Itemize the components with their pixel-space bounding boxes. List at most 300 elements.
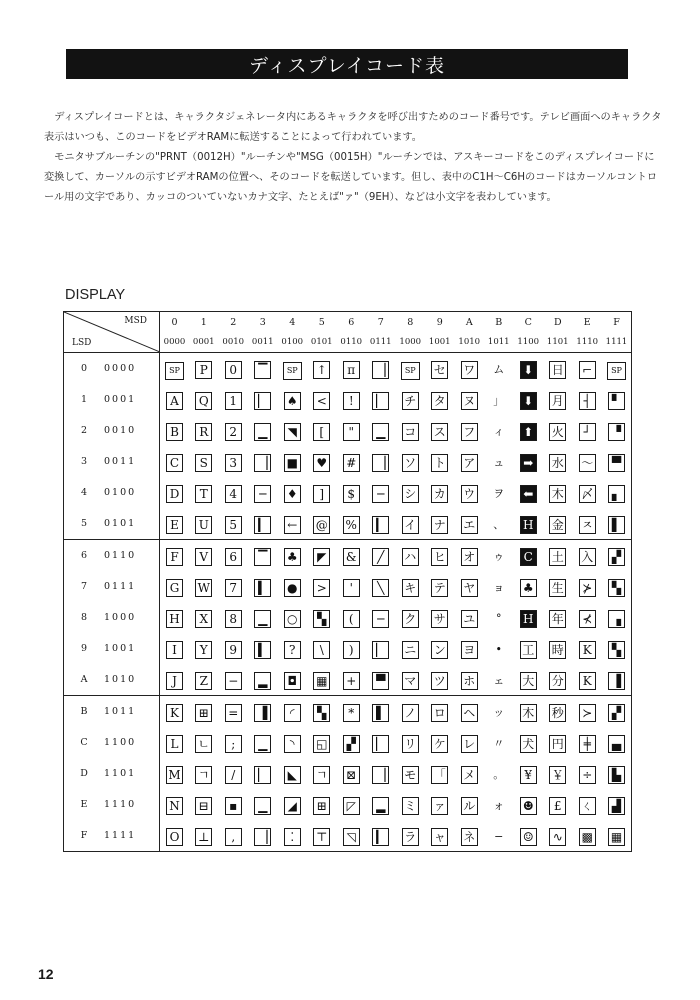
code-cell — [602, 540, 632, 572]
code-cell — [602, 415, 632, 446]
code-cell — [160, 758, 190, 789]
character-glyph: ▚ — [608, 641, 625, 659]
character-glyph: * — [343, 704, 360, 722]
row-header — [64, 477, 160, 508]
character-glyph: ⁚ — [284, 828, 301, 846]
code-cell — [455, 446, 485, 477]
character-glyph: ミ — [402, 797, 419, 815]
character-glyph: ヲ — [493, 487, 505, 501]
code-cell — [307, 727, 337, 758]
code-cell — [278, 789, 308, 820]
character-glyph: − — [494, 830, 504, 844]
code-cell — [248, 446, 278, 477]
column-header-hex: 3 — [259, 316, 266, 328]
character-glyph: ▍ — [254, 641, 271, 659]
row-header-hex: B — [80, 706, 88, 717]
column-header-hex: 2 — [230, 316, 237, 328]
character-glyph: 「 — [431, 766, 448, 784]
code-cell — [366, 540, 396, 572]
code-cell — [337, 353, 367, 385]
column-header-hex: 0 — [171, 316, 178, 328]
code-cell — [248, 477, 278, 508]
column-header-bin: 0001 — [189, 332, 219, 353]
character-glyph: ↑ — [313, 361, 330, 379]
code-cell — [602, 384, 632, 415]
code-cell — [307, 353, 337, 385]
character-glyph: ] — [313, 485, 330, 503]
character-glyph: 年 — [549, 610, 566, 628]
character-glyph: ( — [343, 610, 360, 628]
row-header — [64, 820, 160, 852]
character-glyph: ⊞ — [313, 797, 330, 815]
code-cell — [307, 384, 337, 415]
character-glyph: £ — [549, 797, 566, 815]
column-header-bin: 1100 — [514, 332, 544, 353]
character-glyph: ▁ — [254, 797, 271, 815]
code-cell — [219, 633, 249, 664]
character-glyph: ▀ — [608, 454, 625, 472]
character-glyph: ─ — [254, 485, 271, 503]
code-cell — [307, 664, 337, 696]
code-cell — [484, 446, 514, 477]
code-cell — [337, 602, 367, 633]
character-glyph: 7 — [225, 579, 242, 597]
column-header-hex: A — [465, 316, 473, 328]
code-cell — [366, 727, 396, 758]
code-cell — [219, 571, 249, 602]
code-cell — [573, 664, 603, 696]
code-cell — [573, 633, 603, 664]
header-row-hex — [64, 312, 632, 333]
code-cell — [543, 508, 573, 540]
code-cell — [366, 664, 396, 696]
row-header-bin: 0101 — [104, 518, 137, 529]
row-header-hex: F — [80, 830, 88, 841]
character-glyph: ° — [496, 612, 502, 626]
character-glyph: ; — [225, 735, 242, 753]
character-glyph: H — [520, 516, 537, 534]
table-row — [64, 633, 632, 664]
character-glyph: K — [579, 641, 596, 659]
code-cell — [307, 477, 337, 508]
table-label: DISPLAY — [65, 287, 126, 303]
code-cell — [455, 571, 485, 602]
code-cell — [425, 602, 455, 633]
character-glyph: 生 — [549, 579, 566, 597]
code-cell — [307, 696, 337, 728]
character-glyph: ソ — [402, 454, 419, 472]
row-header-hex: 3 — [80, 456, 88, 467]
code-cell — [514, 696, 544, 728]
row-header-bin: 1100 — [104, 737, 137, 748]
code-cell — [484, 540, 514, 572]
code-cell — [543, 602, 573, 633]
row-header — [64, 384, 160, 415]
intro-text — [44, 108, 664, 210]
code-cell — [219, 508, 249, 540]
code-cell — [337, 633, 367, 664]
character-glyph: マ — [402, 672, 419, 690]
code-cell — [543, 820, 573, 852]
code-cell — [484, 415, 514, 446]
code-cell — [455, 384, 485, 415]
code-cell — [278, 571, 308, 602]
code-cell — [484, 477, 514, 508]
code-cell — [337, 446, 367, 477]
code-cell — [425, 727, 455, 758]
code-cell — [543, 571, 573, 602]
character-glyph: > — [313, 579, 330, 597]
character-glyph: 火 — [549, 423, 566, 441]
code-cell — [337, 384, 367, 415]
code-cell — [337, 820, 367, 852]
code-cell — [425, 664, 455, 696]
row-header-hex: D — [80, 768, 88, 779]
code-cell — [278, 384, 308, 415]
page-title — [66, 49, 628, 79]
character-glyph: ▁ — [372, 423, 389, 441]
code-cell — [484, 789, 514, 820]
code-cell — [307, 540, 337, 572]
character-glyph: ン — [431, 641, 448, 659]
character-glyph: ▕ — [372, 766, 389, 784]
character-glyph: C — [520, 548, 537, 566]
code-cell — [602, 508, 632, 540]
code-cell — [278, 633, 308, 664]
code-cell — [160, 727, 190, 758]
code-cell — [366, 384, 396, 415]
character-glyph: 〃 — [493, 737, 505, 751]
code-cell — [514, 508, 544, 540]
code-cell — [248, 664, 278, 696]
character-glyph: ◥ — [284, 423, 301, 441]
character-glyph: ア — [461, 454, 478, 472]
character-glyph: ┘ — [579, 423, 596, 441]
code-cell — [219, 353, 249, 385]
code-cell — [455, 727, 485, 758]
column-header-hex: 8 — [407, 316, 414, 328]
character-glyph: H — [166, 610, 183, 628]
code-cell — [189, 789, 219, 820]
column-header-hex: 5 — [318, 316, 325, 328]
code-cell — [543, 477, 573, 508]
row-header-hex: 8 — [80, 612, 88, 623]
code-cell — [573, 446, 603, 477]
code-cell — [189, 727, 219, 758]
code-cell — [514, 540, 544, 572]
code-cell — [543, 415, 573, 446]
row-header-bin: 0000 — [104, 363, 137, 374]
character-glyph: ヒ — [431, 548, 448, 566]
character-glyph: ▞ — [608, 704, 625, 722]
code-cell — [543, 727, 573, 758]
character-glyph: 〜 — [579, 454, 596, 472]
code-cell — [425, 508, 455, 540]
code-cell — [189, 571, 219, 602]
code-cell — [278, 540, 308, 572]
code-cell — [307, 571, 337, 602]
row-header — [64, 727, 160, 758]
code-cell — [189, 477, 219, 508]
intro-paragraph-1: ディスプレイコードとは、キャラクタジェネレータ内にあるキャラクタを呼び出すためのコード番号です。テレビ画面へのキャラクタ表示はいつも、このコードをビデオRAMに転送することによって行われています。 — [44, 112, 662, 143]
character-glyph: ⊞ — [195, 704, 212, 722]
character-glyph: • — [495, 643, 502, 657]
character-glyph: ▂ — [372, 797, 389, 815]
code-cell — [425, 415, 455, 446]
character-glyph: ▔ — [254, 361, 271, 379]
character-glyph: + — [343, 672, 360, 690]
code-cell — [396, 571, 426, 602]
character-glyph: ≻ — [579, 704, 596, 722]
character-glyph: 土 — [549, 548, 566, 566]
row-header-hex: 6 — [80, 550, 88, 561]
code-cell — [425, 477, 455, 508]
column-header-bin: 0000 — [160, 332, 190, 353]
code-cell — [366, 633, 396, 664]
column-header-bin: 1101 — [543, 332, 573, 353]
code-cell — [248, 353, 278, 385]
character-glyph: ◢ — [284, 797, 301, 815]
column-header-hex: 4 — [289, 316, 296, 328]
code-cell — [573, 353, 603, 385]
character-glyph: S — [195, 454, 212, 472]
column-header-hex: 1 — [200, 316, 207, 328]
character-glyph: セ — [431, 361, 448, 379]
code-cell — [573, 727, 603, 758]
code-cell — [484, 664, 514, 696]
character-glyph: チ — [402, 392, 419, 410]
character-glyph: Y — [195, 641, 212, 659]
table-row — [64, 384, 632, 415]
code-cell — [189, 633, 219, 664]
character-glyph: ♥ — [313, 454, 330, 472]
column-header-bin: 0101 — [307, 332, 337, 353]
code-cell — [602, 446, 632, 477]
code-cell — [248, 696, 278, 728]
code-cell — [455, 602, 485, 633]
character-glyph: 5 — [225, 516, 242, 534]
code-cell — [514, 477, 544, 508]
code-cell — [278, 727, 308, 758]
row-header-bin: 1001 — [104, 643, 137, 654]
character-glyph: ▐ — [254, 704, 271, 722]
code-cell — [543, 446, 573, 477]
character-glyph: ─ — [372, 610, 389, 628]
character-glyph: Z — [195, 672, 212, 690]
code-cell — [484, 696, 514, 728]
table-row — [64, 696, 632, 728]
code-cell — [248, 384, 278, 415]
code-cell — [307, 758, 337, 789]
character-glyph: ) — [343, 641, 360, 659]
character-glyph: ● — [284, 579, 301, 597]
code-cell — [248, 571, 278, 602]
code-cell — [278, 602, 308, 633]
code-cell — [337, 477, 367, 508]
column-header-hex: 6 — [348, 316, 355, 328]
character-glyph: ▞ — [343, 735, 360, 753]
character-glyph: ■ — [284, 454, 301, 472]
character-glyph: ▏ — [254, 392, 271, 410]
code-cell — [248, 789, 278, 820]
character-glyph: ÷ — [579, 766, 596, 784]
character-glyph: 。 — [493, 768, 505, 782]
row-header-hex: 1 — [80, 394, 88, 405]
code-cell — [396, 446, 426, 477]
character-glyph: リ — [402, 735, 419, 753]
code-cell — [573, 758, 603, 789]
character-glyph: − — [225, 672, 242, 690]
code-cell — [484, 384, 514, 415]
code-cell — [484, 508, 514, 540]
character-glyph: ' — [343, 579, 360, 597]
character-glyph: ▀ — [372, 672, 389, 690]
character-glyph: ▂ — [254, 672, 271, 690]
character-glyph: ス — [431, 423, 448, 441]
code-cell — [337, 664, 367, 696]
code-cell — [425, 446, 455, 477]
code-cell — [219, 602, 249, 633]
character-glyph: P — [195, 361, 212, 379]
code-cell — [455, 540, 485, 572]
character-glyph: 大 — [520, 672, 537, 690]
column-header-bin: 0111 — [366, 332, 396, 353]
code-cell — [573, 508, 603, 540]
code-cell — [455, 415, 485, 446]
character-glyph: ◜ — [284, 704, 301, 722]
code-cell — [248, 633, 278, 664]
code-cell — [366, 446, 396, 477]
code-cell — [160, 353, 190, 385]
character-glyph: ◘ — [284, 672, 301, 690]
code-cell — [248, 758, 278, 789]
code-cell — [543, 789, 573, 820]
code-cell — [337, 758, 367, 789]
code-cell — [278, 477, 308, 508]
character-glyph: ニ — [402, 641, 419, 659]
character-glyph: ▖ — [608, 485, 625, 503]
character-glyph: ¥ — [520, 766, 537, 784]
code-cell — [573, 820, 603, 852]
character-glyph: J — [166, 672, 183, 690]
row-header — [64, 602, 160, 633]
code-cell — [514, 415, 544, 446]
character-glyph: ァ — [431, 797, 448, 815]
code-cell — [484, 353, 514, 385]
code-cell — [543, 384, 573, 415]
character-glyph: 9 — [225, 641, 242, 659]
code-cell — [248, 727, 278, 758]
code-cell — [573, 477, 603, 508]
character-glyph: F — [166, 548, 183, 566]
code-cell — [160, 571, 190, 602]
character-glyph: E — [166, 516, 183, 534]
code-cell — [455, 633, 485, 664]
row-header — [64, 633, 160, 664]
code-cell — [219, 540, 249, 572]
character-glyph: ュ — [493, 456, 505, 470]
character-glyph: ケ — [431, 735, 448, 753]
code-cell — [573, 415, 603, 446]
code-cell — [307, 508, 337, 540]
code-cell — [248, 602, 278, 633]
character-glyph: 秒 — [549, 704, 566, 722]
row-header-hex: A — [80, 674, 88, 685]
table-row — [64, 353, 632, 385]
character-glyph: Q — [195, 392, 212, 410]
character-glyph: ワ — [461, 361, 478, 379]
code-cell — [573, 789, 603, 820]
character-glyph: ▏ — [372, 735, 389, 753]
code-cell — [366, 696, 396, 728]
character-glyph: " — [343, 423, 360, 441]
character-glyph: A — [166, 392, 183, 410]
character-glyph: H — [520, 610, 537, 628]
character-glyph: 工 — [520, 641, 537, 659]
code-cell — [366, 602, 396, 633]
character-glyph: ▝ — [608, 423, 625, 441]
code-cell — [396, 696, 426, 728]
code-cell — [248, 820, 278, 852]
code-cell — [160, 508, 190, 540]
row-header — [64, 508, 160, 540]
code-cell — [189, 602, 219, 633]
code-cell — [514, 820, 544, 852]
code-cell — [455, 820, 485, 852]
character-glyph: C — [166, 454, 183, 472]
code-cell — [425, 820, 455, 852]
row-header-bin: 0001 — [104, 394, 137, 405]
code-cell — [189, 415, 219, 446]
character-glyph: ト — [431, 454, 448, 472]
character-glyph: 金 — [549, 516, 566, 534]
character-glyph: ゥ — [493, 550, 505, 564]
code-cell — [514, 602, 544, 633]
character-glyph: ◤ — [313, 548, 330, 566]
code-cell — [160, 415, 190, 446]
row-header-bin: 1110 — [104, 799, 137, 810]
character-glyph: ☺ — [520, 828, 537, 846]
table-row — [64, 415, 632, 446]
column-header-bin: 1000 — [396, 332, 426, 353]
code-cell — [514, 353, 544, 385]
code-cell — [219, 415, 249, 446]
character-glyph: ▎ — [254, 516, 271, 534]
character-glyph: ▦ — [313, 672, 330, 690]
code-cell — [160, 664, 190, 696]
code-cell — [514, 664, 544, 696]
character-glyph: ロ — [431, 704, 448, 722]
table-row — [64, 758, 632, 789]
character-glyph: ㄴ — [195, 735, 212, 753]
character-glyph: 木 — [520, 704, 537, 722]
character-glyph: オ — [461, 548, 478, 566]
row-header-hex: E — [80, 799, 88, 810]
character-glyph: イ — [402, 516, 419, 534]
character-glyph: U — [195, 516, 212, 534]
code-cell — [307, 415, 337, 446]
table-row — [64, 789, 632, 820]
code-cell — [602, 571, 632, 602]
code-cell — [278, 820, 308, 852]
code-cell — [455, 789, 485, 820]
row-header-bin: 1011 — [104, 706, 137, 717]
character-glyph: ホ — [461, 672, 478, 690]
character-glyph: ▕ — [372, 454, 389, 472]
code-cell — [160, 446, 190, 477]
code-cell — [307, 789, 337, 820]
character-glyph: ○ — [284, 610, 301, 628]
